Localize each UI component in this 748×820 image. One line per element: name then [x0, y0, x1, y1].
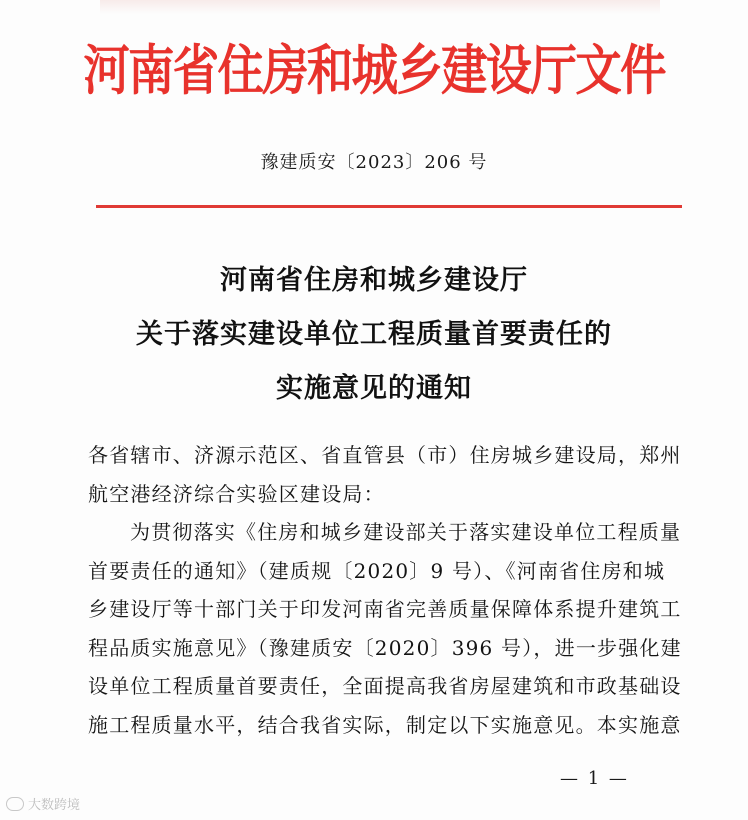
watermark	[6, 794, 80, 813]
paragraph-line-1: 为贯彻落实《住房和城乡建设部关于落实建设单位工程质量	[130, 520, 682, 544]
title-line-3: 实施意见的通知	[276, 373, 472, 404]
document-title	[0, 254, 748, 416]
scan-smudge	[100, 0, 660, 14]
watermark-text: 大数跨境	[28, 798, 81, 813]
title-line-1: 河南省住房和城乡建设厅	[220, 265, 528, 296]
paragraph-line-2: 首要责任的通知》（建质规〔2020〕9 号）、《河南省住房和城	[88, 558, 666, 583]
title-line-2: 关于落实建设单位工程质量首要责任的	[136, 319, 612, 350]
addressee-line-1: 各省辖市、济源示范区、省直管县（市）住房城乡建设局，郑州	[88, 443, 682, 467]
watermark-logo-icon	[6, 797, 24, 811]
document-body	[88, 436, 682, 744]
paragraph-line-4: 程品质实施意见》（豫建质安〔2020〕396 号），进一步强化建	[88, 635, 682, 660]
paragraph-line-5: 设单位工程质量首要责任，全面提高我省房屋建筑和市政基础设	[88, 674, 682, 698]
paragraph-line-6: 施工程质量水平，结合我省实际，制定以下实施意见。本实施意	[88, 712, 682, 737]
red-separator-rule	[96, 205, 682, 208]
page-number: — 1 —	[560, 768, 629, 789]
paragraph-line-3: 乡建设厅等十部门关于印发河南省完善质量保障体系提升建筑工	[88, 597, 682, 621]
document-number: 豫建质安〔2023〕206 号	[260, 152, 488, 173]
issuing-authority-header: 河南省住房和城乡建设厅文件	[83, 38, 665, 102]
addressee-line-2: 航空港经济综合实验区建设局：	[88, 481, 385, 506]
